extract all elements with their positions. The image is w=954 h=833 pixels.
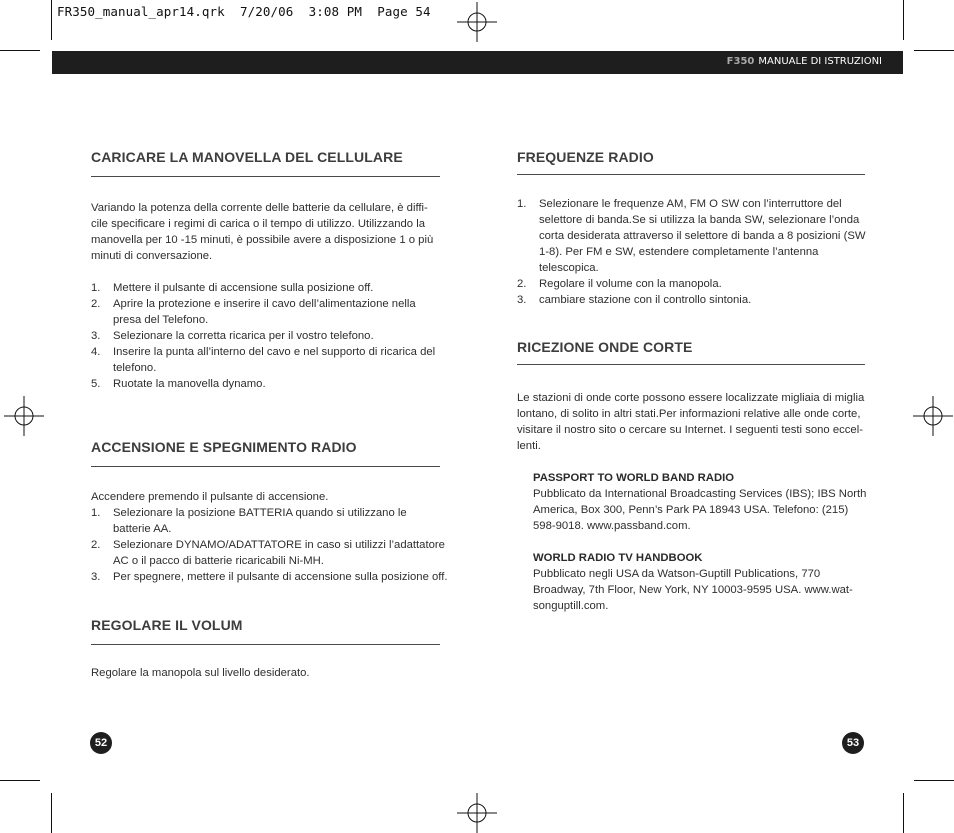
crop-mark-bottom-left-h bbox=[0, 780, 40, 781]
section-title-radio-frequencies: FREQUENZE RADIO bbox=[517, 149, 654, 165]
section-body-radio-frequencies bbox=[517, 196, 877, 308]
section-rule bbox=[91, 176, 440, 177]
section-body-volume bbox=[91, 665, 451, 681]
section-rule bbox=[91, 644, 440, 645]
paragraph-line: lenti. bbox=[517, 440, 541, 452]
section-title-radio-power: ACCENSIONE E SPEGNIMENTO RADIO bbox=[91, 439, 357, 455]
section-title-shortwave: RICEZIONE ONDE CORTE bbox=[517, 339, 693, 355]
book-passport bbox=[533, 470, 878, 534]
header-model: F350 bbox=[726, 56, 755, 67]
paragraph-line: Variando la potenza della corrente delle batterie da cellulare, è diffi- bbox=[91, 202, 428, 214]
paragraph-line: 598-9018. www.passband.com. bbox=[533, 520, 691, 532]
crop-mark-bottom-right-v bbox=[903, 793, 904, 833]
section-rule bbox=[517, 364, 865, 365]
registration-mark-right-icon bbox=[913, 396, 953, 436]
paragraph-line: Broadway, 7th Floor, New York, NY 10003-9595 USA. www.wat- bbox=[533, 584, 853, 596]
paragraph-line: America, Box 300, Penn’s Park PA 18943 USA. Telefono: (215) bbox=[533, 504, 849, 516]
book-wrtvh bbox=[533, 550, 878, 614]
list-item: 4. Inserire la punta all’interno del cavo e nel supporto di ricarica del telefono. bbox=[91, 346, 436, 374]
page-number-right: 53 bbox=[842, 732, 864, 754]
list-item: 1. Selezionare le frequenze AM, FM O SW con l’interruttore del selettore di banda.Se si utilizza la banda SW, selezionare l’onda corta desiderata attraverso il selettore di banda a 8 posizioni (SW 1-8). Per FM e SW, estendere completamente l’antenna telescopica. bbox=[517, 198, 866, 274]
step-list bbox=[517, 196, 877, 308]
list-item: 1. Mettere il pulsante di accensione sulla posizione off. bbox=[91, 282, 374, 294]
book-title: WORLD RADIO TV HANDBOOK bbox=[533, 552, 703, 564]
list-item: 3. Selezionare la corretta ricarica per il vostro telefono. bbox=[91, 330, 374, 342]
page-number-left: 52 bbox=[90, 732, 112, 754]
list-item: 5. Ruotate la manovella dynamo. bbox=[91, 378, 266, 390]
section-body-cellphone-crank bbox=[91, 200, 451, 392]
paragraph-line: Pubblicato negli USA da Watson-Guptill Publications, 770 bbox=[533, 568, 821, 580]
header-bar bbox=[52, 51, 903, 74]
list-item: 3. cambiare stazione con il controllo sintonia. bbox=[517, 294, 752, 306]
paragraph-line: Regolare la manopola sul livello desiderato. bbox=[91, 667, 310, 679]
registration-mark-bottom-icon bbox=[457, 793, 497, 833]
step-list bbox=[91, 280, 451, 392]
crop-mark-top-left-v bbox=[51, 0, 52, 40]
crop-mark-top-right-h bbox=[914, 50, 954, 51]
paragraph-line: minuti di conversazione. bbox=[91, 250, 213, 262]
paragraph-line: songuptill.com. bbox=[533, 600, 609, 612]
step-list bbox=[91, 505, 451, 585]
section-title-volume: REGOLARE IL VOLUM bbox=[91, 617, 243, 633]
section-title-cellphone-crank: CARICARE LA MANOVELLA DEL CELLULARE bbox=[91, 149, 403, 165]
crop-mark-top-left-h bbox=[0, 50, 40, 51]
book-title: PASSPORT TO WORLD BAND RADIO bbox=[533, 472, 735, 484]
paragraph-line: visitare il nostro sito o cercare su Internet. I seguenti testi sono eccel- bbox=[517, 424, 863, 436]
registration-mark-left-icon bbox=[4, 396, 44, 436]
registration-mark-top-icon bbox=[457, 2, 497, 42]
crop-mark-bottom-right-h bbox=[914, 780, 954, 781]
paragraph-line: Accendere premendo il pulsante di accensione. bbox=[91, 491, 329, 503]
header-brand bbox=[727, 56, 882, 67]
section-body-radio-power bbox=[91, 489, 451, 585]
paragraph-line: manovella per 10 -15 minuti, è possibile avere a disposizione 1 o più bbox=[91, 234, 434, 246]
list-item: 2. Selezionare DYNAMO/ADATTATORE in caso si utilizzi l’adattatore AC o il pacco di batterie ricaricabili Ni-MH. bbox=[91, 539, 445, 567]
section-rule bbox=[517, 174, 865, 175]
section-body-shortwave bbox=[517, 390, 877, 454]
paragraph-line: lontano, di solito in altri stati.Per informazioni relative alle onde corte, bbox=[517, 408, 861, 420]
paragraph-line: Pubblicato da International Broadcasting Services (IBS); IBS North bbox=[533, 488, 867, 500]
list-item: 2. Regolare il volume con la manopola. bbox=[517, 278, 722, 290]
crop-mark-top-right-v bbox=[903, 0, 904, 40]
list-item: 3. Per spegnere, mettere il pulsante di accensione sulla posizione off. bbox=[91, 571, 448, 583]
header-title: MANUALE DI ISTRUZIONI bbox=[758, 56, 882, 67]
paragraph-line: Le stazioni di onde corte possono essere localizzate migliaia di miglia bbox=[517, 392, 865, 404]
list-item: 2. Aprire la protezione e inserire il cavo dell’alimentazione nella presa del Telefono. bbox=[91, 298, 416, 326]
crop-mark-bottom-left-v bbox=[51, 793, 52, 833]
list-item: 1. Selezionare la posizione BATTERIA quando si utilizzano le batterie AA. bbox=[91, 507, 407, 535]
paragraph-line: cile specificare i regimi di carica o il tempo di utilizzo. Utilizzando la bbox=[91, 218, 426, 230]
section-rule bbox=[91, 466, 440, 467]
printer-slug: FR350_manual_apr14.qrk 7/20/06 3:08 PM Page 54 bbox=[57, 4, 431, 19]
